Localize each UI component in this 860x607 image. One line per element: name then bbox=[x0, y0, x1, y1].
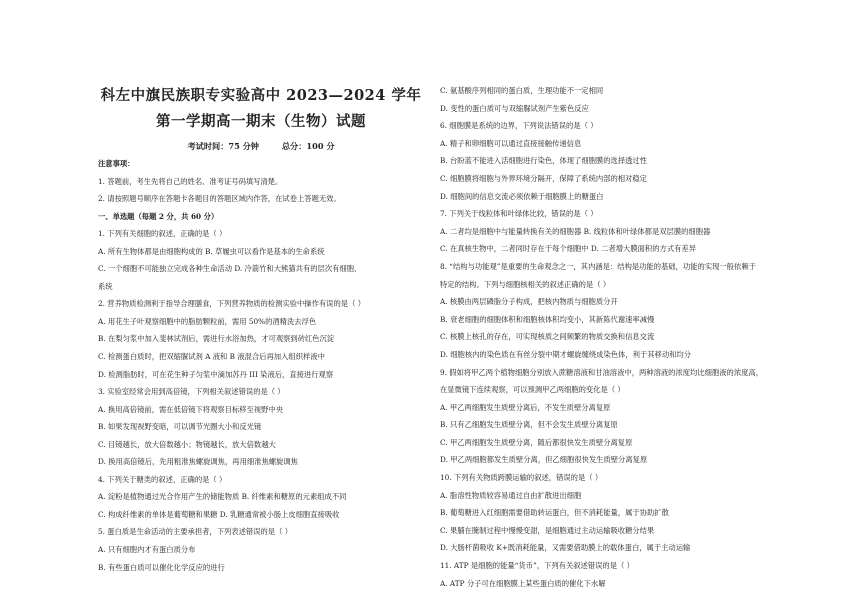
text-line: 7. 下列关于线粒体和叶绿体比较，错误的是（ ） bbox=[440, 209, 598, 219]
text-line: 4. 下列关于糖类的叙述，正确的是（ ） bbox=[98, 474, 227, 484]
right-column bbox=[440, 82, 826, 592]
text-line: B. 有些蛋白质可以催化化学反应的进行 bbox=[98, 562, 225, 572]
text-line: A. 所有生物体都是由细胞构成的 B. 草履虫可以看作是基本的生命系统 bbox=[98, 246, 325, 256]
text-line: 3. 实验室经常会用到高倍镜，下列相关叙述错误的是（ ） bbox=[98, 387, 285, 397]
text-line: 特定的结构。下列与细胞核相关的叙述正确的是（ ） bbox=[440, 279, 611, 289]
text-line: B. 台盼蓝不能进入活细胞进行染色，体现了细胞膜的选择透过性 bbox=[440, 156, 648, 166]
text-line: 6. 细胞膜是系统的边界，下列说法错误的是（ ） bbox=[440, 121, 598, 131]
text-line: C. 在真核生物中，二者同时存在于每个细胞中 D. 二者增大膜面积的方式有差异 bbox=[440, 244, 697, 254]
text-line: C. 细胞膜将细胞与外界环境分隔开，保障了系统内部的相对稳定 bbox=[440, 173, 647, 183]
exam-title-line2: 第一学期高一期末（生物）试题 bbox=[156, 113, 366, 130]
section-heading: 注意事项： bbox=[98, 159, 135, 168]
text-line: 在显微镜下连续观察，可以预测甲乙两细胞的变化是（ ） bbox=[440, 385, 625, 395]
text-line: C. 检测蛋白质时，把双缩脲试剂 A 液和 B 液混合后再加入组织样液中 bbox=[98, 352, 325, 362]
text-line: B. 如果发现视野变暗，可以调节光圈大小和反光镜 bbox=[98, 422, 262, 432]
text-line: C. 甲乙两细胞发生质壁分离，随后都很快发生质壁分离复原 bbox=[440, 437, 633, 447]
text-line: D. 细胞间的信息交流必须依赖于细胞膜上的糖蛋白 bbox=[440, 191, 604, 201]
text-line: C. 氨基酸序列相同的蛋白质，生理功能不一定相同 bbox=[440, 86, 604, 95]
text-line: A. 换用高倍镜前，需在低倍镜下将观察目标移至视野中央 bbox=[98, 404, 284, 414]
text-line: D. 大肠杆菌吸收 K+既消耗能量，又需要借助膜上的载体蛋白，属于主动运输 bbox=[440, 543, 691, 553]
text-line: D. 细胞核内的染色质在有丝分裂中期才螺旋缠绕成染色体，利于其移动和均分 bbox=[440, 349, 692, 359]
left-question-list bbox=[98, 155, 424, 576]
exam-time: 考试时间：75 分钟 bbox=[187, 141, 259, 151]
text-line: 10. 下列有关物质跨膜运输的叙述，错误的是（ ） bbox=[440, 473, 603, 483]
text-line: 系统 bbox=[98, 281, 113, 291]
text-line: C. 核膜上核孔的存在，可实现核质之间频繁的物质交换和信息交流 bbox=[440, 332, 655, 342]
text-line: C. 一个细胞不可能独立完成各种生命活动 D. 冷箭竹和大熊猫共有的层次有细胞、 bbox=[98, 264, 362, 274]
text-line: C. 构成纤维素的单体是葡萄糖和果糖 D. 乳糖通常被小肠上皮细胞直接吸收 bbox=[98, 509, 340, 519]
text-line: 1. 答题前，考生先将自己的姓名、准考证号码填写清楚。 bbox=[98, 176, 283, 186]
text-line: 2. 营养物质检测利于指导合理膳食，下列营养物质的检测实验中操作有误的是（ ） bbox=[98, 299, 365, 309]
text-line: C. 果脯在腌制过程中慢慢变甜，是细胞通过主动运输吸收糖分结果 bbox=[440, 525, 655, 535]
text-line: B. 只有乙细胞发生质壁分离，但不会发生质壁分离复原 bbox=[440, 420, 618, 430]
left-column bbox=[98, 82, 424, 576]
text-line: B. 衰老细胞的细胞体积和细胞核体积均变小，其新陈代谢速率减慢 bbox=[440, 314, 655, 324]
text-line: D. 变性的蛋白质可与双缩脲试剂产生紫色反应 bbox=[440, 103, 589, 113]
text-line: B. 在梨匀浆中加入斐林试剂后，需进行水浴加热，才可观察到砖红色沉淀 bbox=[98, 334, 335, 344]
text-line: A. 淀粉是植物通过光合作用产生的储能物质 B. 纤维素和糖原的元素组成不同 bbox=[98, 492, 347, 502]
text-line: A. 二者均是细胞中与能量转换有关的细胞器 B. 线粒体和叶绿体都是双层膜的细胞器 bbox=[440, 226, 711, 236]
exam-title-line1: 科左中旗民族职专实验高中 2023—2024 学年 bbox=[100, 87, 422, 104]
text-line: A. ATP 分子可在细胞膜上某些蛋白质的催化下水解 bbox=[440, 578, 606, 588]
text-line: A. 脂溶性物质较容易通过自由扩散进出细胞 bbox=[440, 490, 582, 500]
text-line: A. 甲乙两细胞发生质壁分离后，不发生质壁分离复原 bbox=[440, 402, 611, 412]
text-line: 8. “结构与功能观”是重要的生命观念之一，其内涵是：结构是功能的基础，功能的实现一般依赖于 bbox=[440, 261, 756, 271]
section-heading: 一、单选题（每题 2 分，共 60 分） bbox=[98, 211, 219, 221]
text-line: D. 检测脂肪时，可在花生种子匀浆中滴加苏丹 III 染液后，直接进行观察 bbox=[98, 369, 334, 379]
text-line: A. 用花生子叶观察细胞中的脂肪颗粒前，需用 50%的酒精洗去浮色 bbox=[98, 316, 317, 326]
text-line: 1. 下列有关细胞的叙述，正确的是（ ） bbox=[98, 229, 227, 239]
text-line: B. 葡萄糖进入红细胞需要借助转运蛋白，但不消耗能量，属于协助扩散 bbox=[440, 508, 669, 518]
total-score: 总分：100 分 bbox=[281, 141, 335, 151]
text-line: 2. 请按照题号顺序在答题卡各题目的答题区域内作答，在试卷上答题无效。 bbox=[98, 194, 341, 204]
text-line: 5. 蛋白质是生命活动的主要承担者，下列表述错误的是（ ） bbox=[98, 527, 293, 537]
text-line: A. 精子和卵细胞可以通过直接接触传递信息 bbox=[440, 138, 582, 148]
text-line: C. 目镜越长，放大倍数越小；物镜越长，放大倍数越大 bbox=[98, 439, 276, 449]
text-line: D. 甲乙两细胞都发生质壁分离，但乙细胞很快发生质壁分离复原 bbox=[440, 455, 648, 465]
exam-meta bbox=[98, 141, 424, 152]
text-line: 11. ATP 是细胞的能量“货币”，下列有关叙述错误的是（ ） bbox=[440, 561, 634, 571]
text-line: D. 换用高倍镜后，先用粗准焦螺旋调焦，再用细准焦螺旋调焦 bbox=[98, 457, 298, 467]
text-line: A. 核膜由两层磷脂分子构成，把核内物质与细胞质分开 bbox=[440, 297, 618, 307]
right-question-list bbox=[440, 82, 826, 592]
text-line: 9. 假如将甲乙两个植物细胞分别放入蔗糖溶液和甘油溶液中，两种溶液的浓度均比细胞液的浓度高， bbox=[440, 367, 764, 377]
text-line: A. 只有细胞内才有蛋白质分布 bbox=[98, 545, 196, 555]
